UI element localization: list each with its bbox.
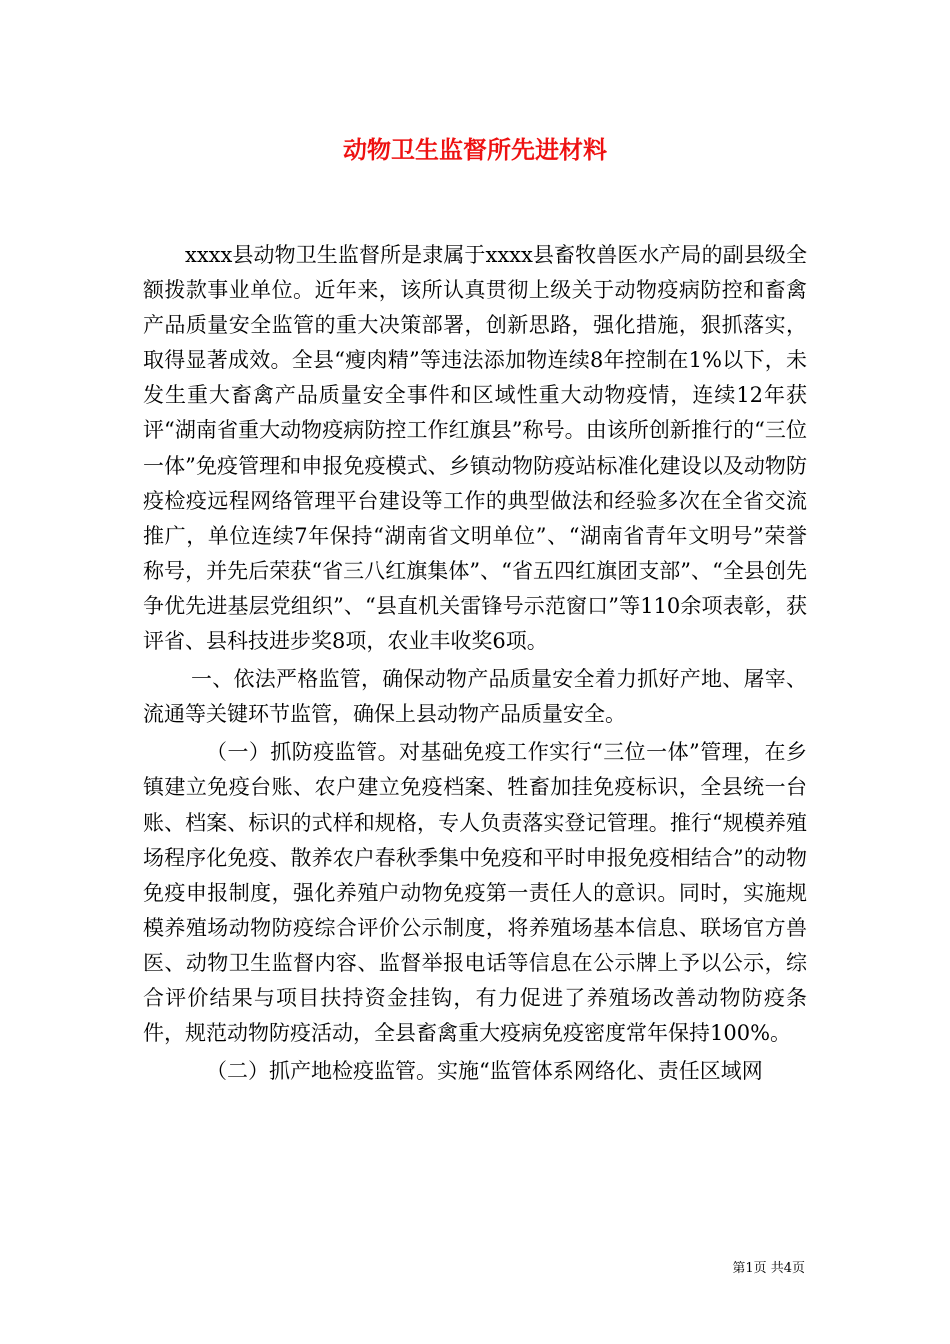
document-body bbox=[143, 238, 807, 1089]
paragraph-section-1: 一、依法严格监管，确保动物产品质量安全着力抓好产地、屠宰、流通等关键环节监管，确保上县动物产品质量安全。 bbox=[143, 667, 807, 727]
paragraph-section-1-1: （一）抓防疫监管。对基础免疫工作实行“三位一体”管理，在乡镇建立免疫台账、农户建立免疫档案、牲畜加挂免疫标识，全县统一台账、档案、标识的式样和规格，专人负责落实登记管理。推行“规模养殖场程序化免疫、散养农户春秋季集中免疫和平时申报免疫相结合”的动物免疫申报制度，强化养殖户动物免疫第一责任人的意识。同时，实施规模养殖场动物防疫综合评价公示制度，将养殖场基本信息、联场官方兽医、动物卫生监督内容、监督举报电话等信息在公示牌上予以公示，综合评价结果与项目扶持资金挂钩，有力促进了养殖场改善动物防疫条件，规范动物防疫活动，全县畜禽重大疫病免疫密度常年保持100%。 bbox=[143, 740, 807, 1046]
paragraph-section-1-2: （二）抓产地检疫监管。实施“监管体系网络化、责任区域网 bbox=[206, 1059, 763, 1084]
page-title: 动物卫生监督所先进材料 bbox=[343, 135, 607, 164]
page-number: 第1页 共4页 bbox=[732, 1261, 805, 1276]
paragraph-intro: xxxx县动物卫生监督所是隶属于xxxx县畜牧兽医水产局的副县级全额拨款事业单位。近年来，该所认真贯彻上级关于动物疫病防控和畜禽产品质量安全监管的重大决策部署，创新思路，强化措施，狠抓落实，取得显著成效。全县“瘦肉精”等违法添加物连续8年控制在1%以下，未发生重大畜禽产品质量安全事件和区域性重大动物疫情，连续12年获评“湖南省重大动物疫病防控工作红旗县”称号。由该所创新推行的“三位一体”免疫管理和申报免疫模式、乡镇动物防疫站标准化建设以及动物防疫检疫远程网络管理平台建设等工作的典型做法和经验多次在全省交流推广，单位连续7年保持“湖南省文明单位”、“湖南省青年文明号”荣誉称号，并先后荣获“省三八红旗集体”、“省五四红旗团支部”、“全县创先争优先进基层党组织”、“县直机关雷锋号示范窗口”等110余项表彰，获评省、县科技进步奖8项，农业丰收奖6项。 bbox=[143, 243, 807, 654]
